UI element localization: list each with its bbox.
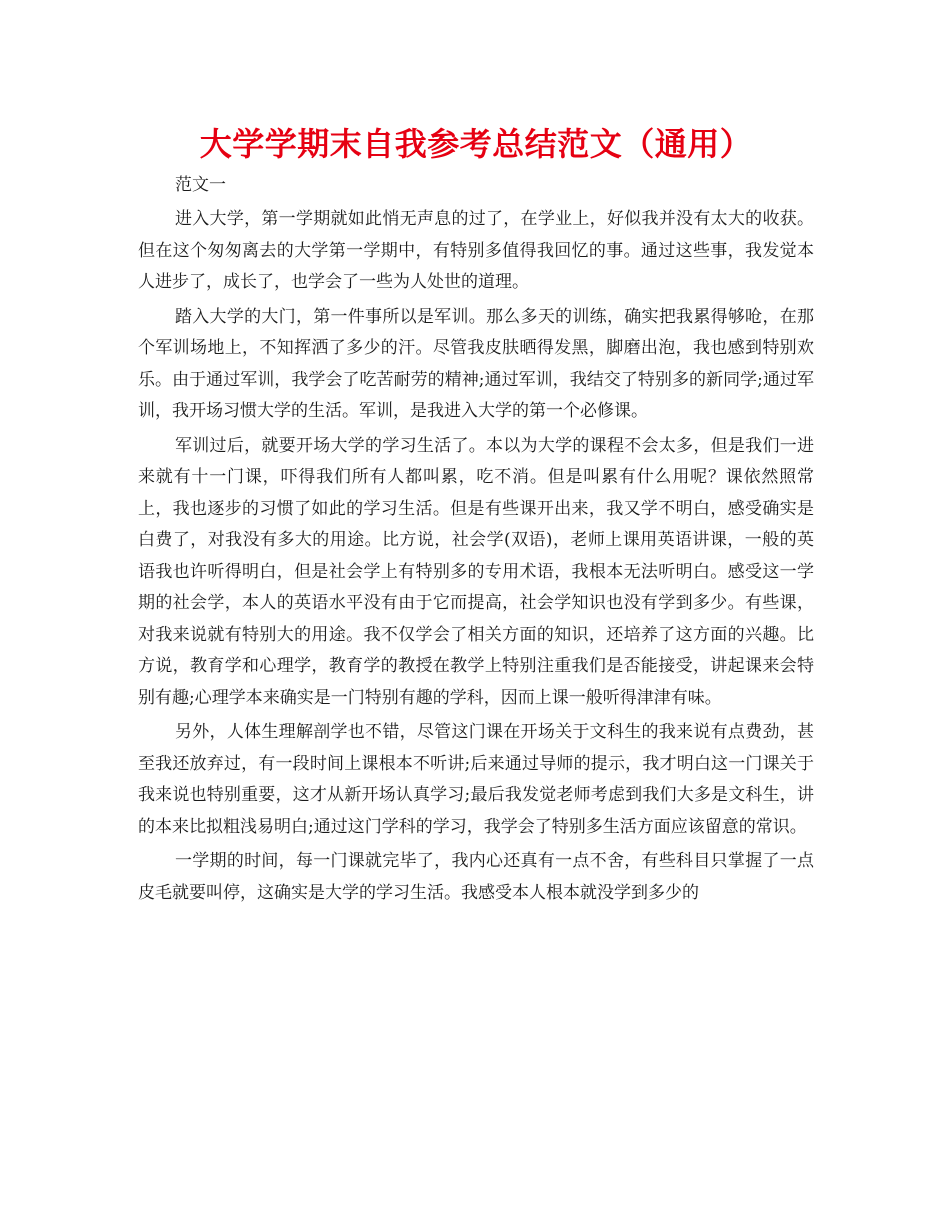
paragraph-2: 踏入大学的大门，第一件事所以是军训。那么多天的训练，确实把我累得够呛，在那个军训场地上，不知挥洒了多少的汗。尽管我皮肤晒得发黑，脚磨出泡，我也感到特别欢乐。由于通过军训，我学会了吃苦耐劳的精神;通过军训，我结交了特别多的新同学;通过军训，我开场习惯大学的生活。军训，是我进入大学的第一个必修课。 [138,306,814,421]
document-page [138,122,814,909]
document-title: 大学学期末自我参考总结范文（通用） [199,125,753,163]
paragraph-4: 另外，人体生理解剖学也不错，尽管这门课在开场关于文科生的我来说有点费劲，甚至我还放弃过，有一段时间上课根本不听讲;后来通过导师的提示，我才明白这一门课关于我来说也特别重要，这才从新开场认真学习;最后我发觉老师考虑到我们大多是文科生，讲的本来比拟粗浅易明白;通过这门学科的学习，我学会了特别多生活方面应该留意的常识。 [138,722,814,837]
paragraph-5: 一学期的时间，每一门课就完毕了，我内心还真有一点不舍，有些科目只掌握了一点皮毛就要叫停，这确实是大学的学习生活。我感受本人根本就没学到多少的 [138,851,814,903]
paragraph-3: 军训过后，就要开场大学的学习生活了。本以为大学的课程不会太多，但是我们一进来就有十一门课，吓得我们所有人都叫累，吃不消。但是叫累有什么用呢？课依然照常上，我也逐步的习惯了如此的学习生活。但是有些课开出来，我又学不明白，感受确实是白费了，对我没有多大的用途。比方说，社会学(双语)，老师上课用英语讲课，一般的英语我也许听得明白，但是社会学上有特别多的专用术语，我根本无法听明白。感受这一学期的社会学，本人的英语水平没有由于它而提高，社会学知识也没有学到多少。有些课，对我来说就有特别大的用途。我不仅学会了相关方面的知识，还培养了这方面的兴趣。比方说，教育学和心理学，教育学的教授在教学上特别注重我们是否能接受，讲起课来会特别有趣;心理学本来确实是一门特别有趣的学科，因而上课一般听得津津有味。 [138,435,814,708]
paragraph-1: 进入大学，第一学期就如此悄无声息的过了，在学业上，好似我并没有太大的收获。但在这个匆匆离去的大学第一学期中，有特别多值得我回忆的事。通过这些事，我发觉本人进步了，成长了，也学会了一些为人处世的道理。 [138,209,814,292]
section-label: 范文一 [175,175,226,195]
